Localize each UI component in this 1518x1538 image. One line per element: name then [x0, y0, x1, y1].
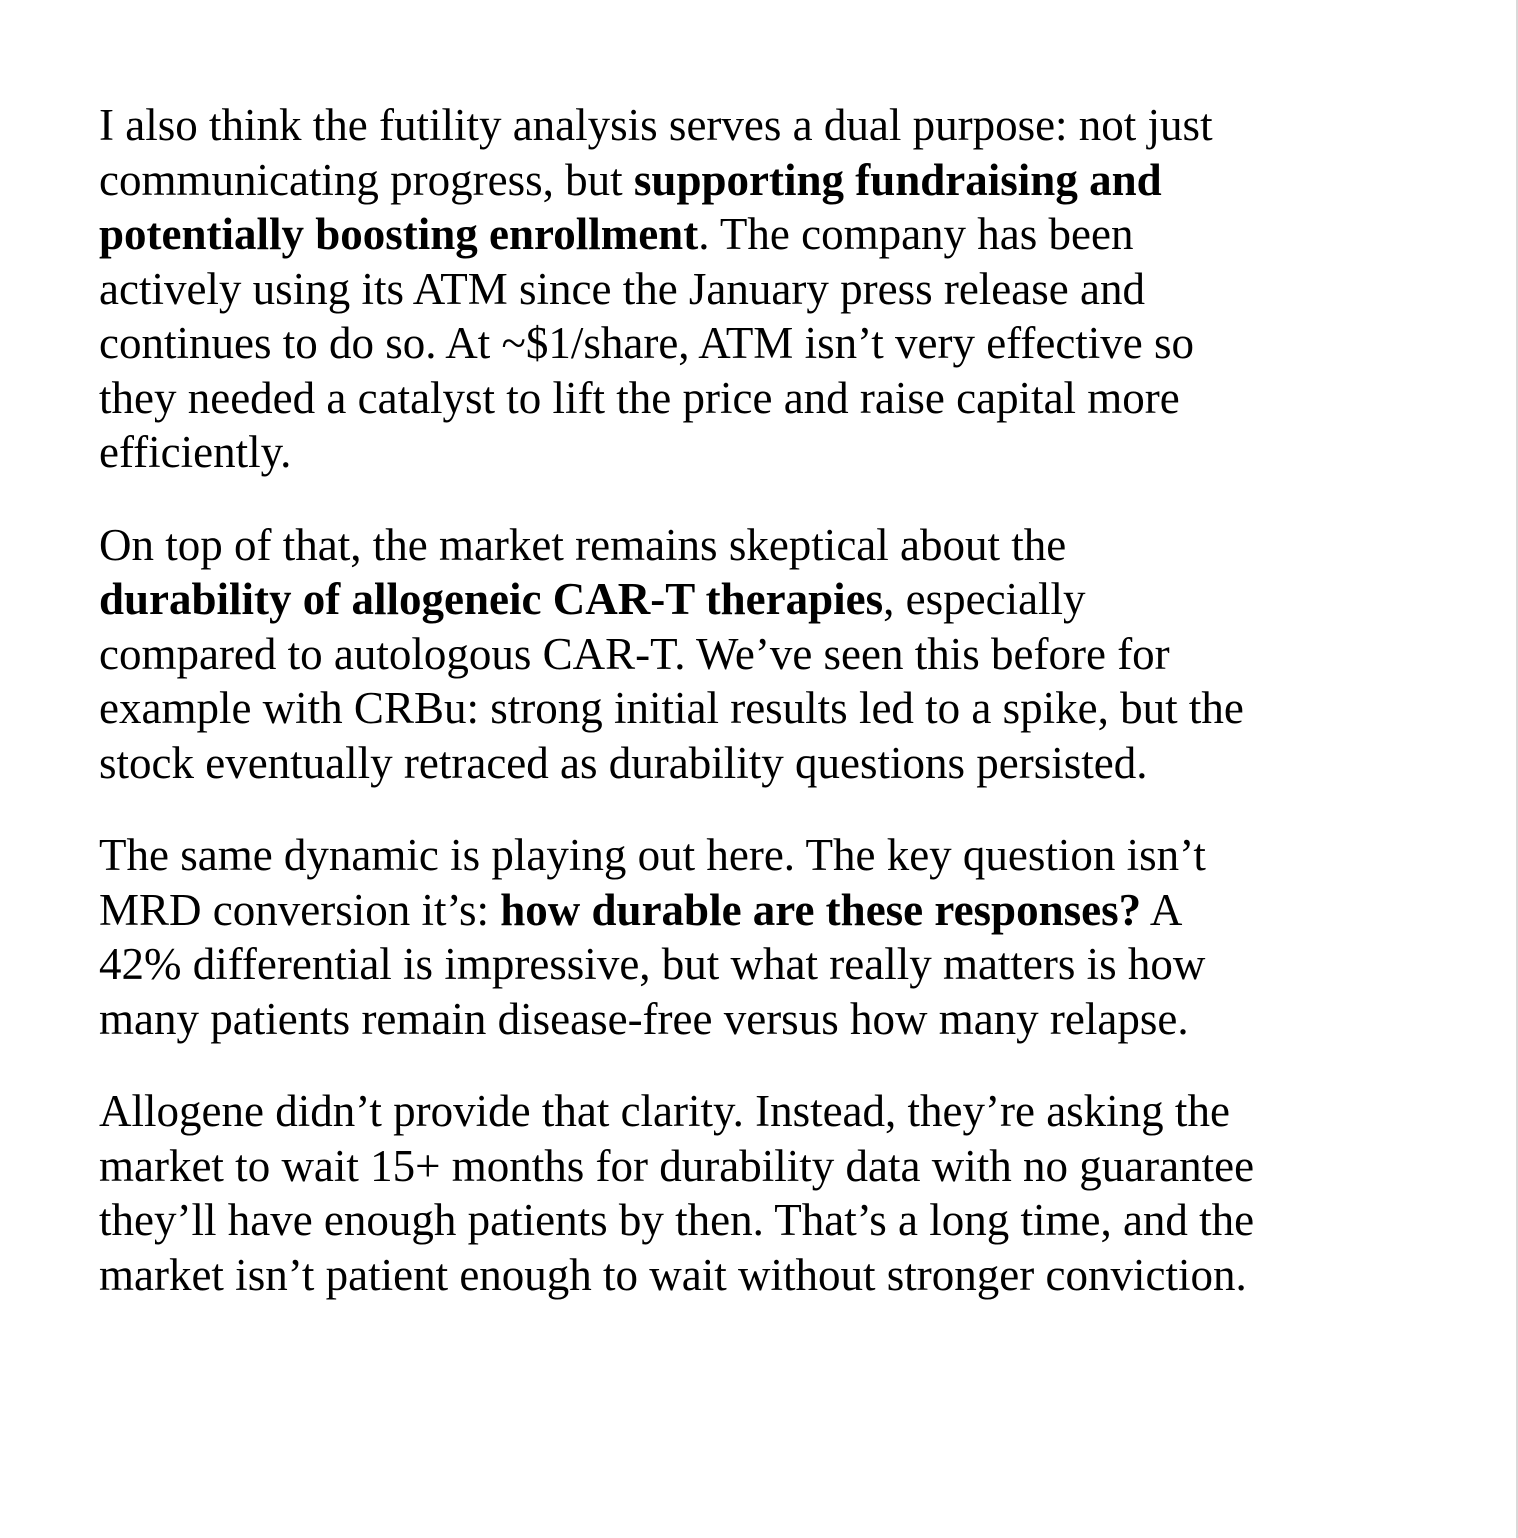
text-run: market isn’t patient enough to wait without stronger conviction. — [99, 1249, 1247, 1300]
text-line — [99, 316, 1339, 371]
text-line — [99, 736, 1339, 791]
text-run: 42% differential is impressive, but what really matters is how — [99, 939, 1206, 989]
text-run: actively using its ATM since the January press release and — [99, 263, 1145, 314]
text-line — [99, 98, 1339, 153]
text-run: The same dynamic is playing out here. The key question isn’t — [99, 830, 1206, 880]
text-line — [99, 425, 1339, 480]
paragraph-4 — [99, 1084, 1339, 1302]
text-line — [99, 992, 1339, 1047]
text-run: they needed a catalyst to lift the price and raise capital more — [99, 372, 1180, 423]
bold-run: durability of allogeneic CAR-T therapies — [99, 574, 884, 624]
text-run: stock eventually retraced as durability questions persisted. — [99, 737, 1148, 788]
text-line — [99, 371, 1339, 426]
text-line — [99, 572, 1339, 627]
text-line — [99, 1139, 1339, 1194]
text-run: I also think the futility analysis serves a dual purpose: not just — [99, 100, 1213, 150]
text-line — [99, 518, 1339, 573]
text-line — [99, 681, 1339, 736]
text-run: continues to do so. At ~$1/share, ATM isn’t very effective so — [99, 318, 1195, 368]
text-run: they’ll have enough patients by then. That’s a long time, and the — [99, 1195, 1255, 1245]
text-line — [99, 1248, 1339, 1303]
text-run: On top of that, the market remains skeptical about the — [99, 519, 1067, 570]
bold-run: supporting fundraising and — [633, 154, 1162, 205]
text-run: efficiently. — [99, 427, 292, 477]
document-body — [99, 98, 1339, 1340]
paragraph-3 — [99, 828, 1339, 1046]
text-line — [99, 207, 1339, 262]
text-run: . The company has been — [698, 209, 1134, 259]
text-line — [99, 262, 1339, 317]
text-line — [99, 153, 1339, 208]
text-line — [99, 883, 1339, 938]
text-line — [99, 627, 1339, 682]
text-run: A — [1141, 884, 1183, 935]
text-line — [99, 828, 1339, 883]
paragraph-1 — [99, 98, 1339, 480]
text-run: compared to autologous CAR-T. We’ve seen this before for — [99, 628, 1170, 679]
text-run: Allogene didn’t provide that clarity. Instead, they’re asking the — [99, 1086, 1230, 1136]
text-line — [99, 1193, 1339, 1248]
text-run: example with CRBu: strong initial results led to a spike, but the — [99, 683, 1244, 733]
text-run: market to wait 15+ months for durability data with no guarantee — [99, 1140, 1255, 1191]
paragraph-2 — [99, 518, 1339, 791]
text-run: , especially — [883, 574, 1086, 624]
text-line — [99, 937, 1339, 992]
text-run: MRD conversion it’s: — [99, 884, 501, 935]
bold-run: potentially boosting enrollment — [99, 209, 699, 259]
text-line — [99, 1084, 1339, 1139]
text-run: many patients remain disease-free versus how many relapse. — [99, 993, 1189, 1044]
text-run: communicating progress, but — [99, 154, 634, 205]
bold-run: how durable are these responses? — [500, 884, 1142, 935]
